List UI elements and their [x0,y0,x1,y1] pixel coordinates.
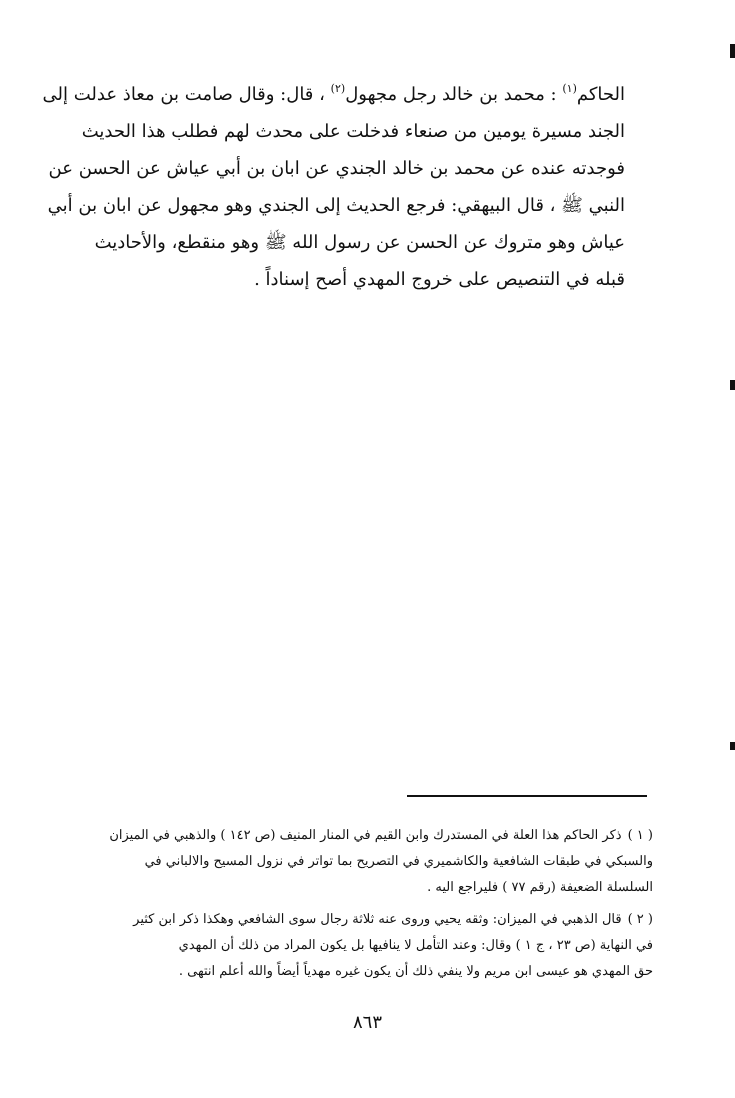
footnote-ref-2[interactable]: (٢) [330,82,346,95]
footnote-line: في النهاية (ص ٢٣ ، ج ١ ) وقال: وعند التأمل لا ينافيها بل يكون المراد من ذلك أن المهدي [178,938,653,953]
footnote-text: ذكر الحاكم هذا العلة في المستدرك وابن القيم في المنار المنيف (ص ١٤٢ ) والذهبي في الميزان [109,828,622,843]
footnote-divider [407,795,647,797]
footnote-line [95,823,653,849]
footnote-line [95,907,653,933]
main-text-line: فوجدته عنده عن محمد بن خالد الجندي عن ابان بن أبي عياش عن الحسن عن [48,158,625,179]
footnote-number: ( ١ ) [627,828,653,843]
main-text-segment: الحاكم [576,84,625,105]
footnote-ref-1[interactable]: (١) [562,82,577,95]
footnote-line: السلسلة الضعيفة (رقم ٧٧ ) فليراجع اليه . [427,880,653,895]
footnote-line: والسبكي في طبقات الشافعية والكاشميري في التصريح بما تواتر في نزول المسيح والالباني في [144,854,653,869]
main-text-line: قبله في التنصيص على خروج المهدي أصح إسناداً . [254,269,625,290]
footnote-text: قال الذهبي في الميزان: وثقه يحيي وروى عنه ثلاثة رجال سوى الشافعي وهكذا ذكر ابن كثير [133,912,622,927]
main-text-segment: ، قال: وقال صامت بن معاذ عدلت إلى [42,84,331,105]
scan-edge-mark [730,380,735,390]
main-text-line [42,76,625,113]
footnote-line: حق المهدي هو عيسى ابن مريم ولا ينفي ذلك أن يكون غيره مهدياً أيضاً والله أعلم انتهى . [178,964,653,979]
main-text-line: الجند مسيرة يومين من صنعاء فدخلت على محدث لهم فطلب هذا الحديث [81,121,625,142]
main-text-line: عياش وهو متروك عن الحسن عن رسول الله ﷺ وهو منقطع، والأحاديث [94,232,625,253]
footnotes-section [95,823,653,991]
scan-edge-mark [730,44,735,58]
footnote-number: ( ٢ ) [627,912,653,927]
footnote-2 [95,907,653,985]
footnote-1 [95,823,653,901]
main-text-line: النبي ﷺ ، قال البيهقي: فرجع الحديث إلى الجندي وهو مجهول عن ابان بن أبي [47,195,625,216]
page-number: ٨٦٣ [352,1012,382,1033]
main-text-body [42,76,625,298]
main-text-segment: : محمد بن خالد رجل مجهول [345,84,563,105]
scan-edge-mark [730,742,735,750]
